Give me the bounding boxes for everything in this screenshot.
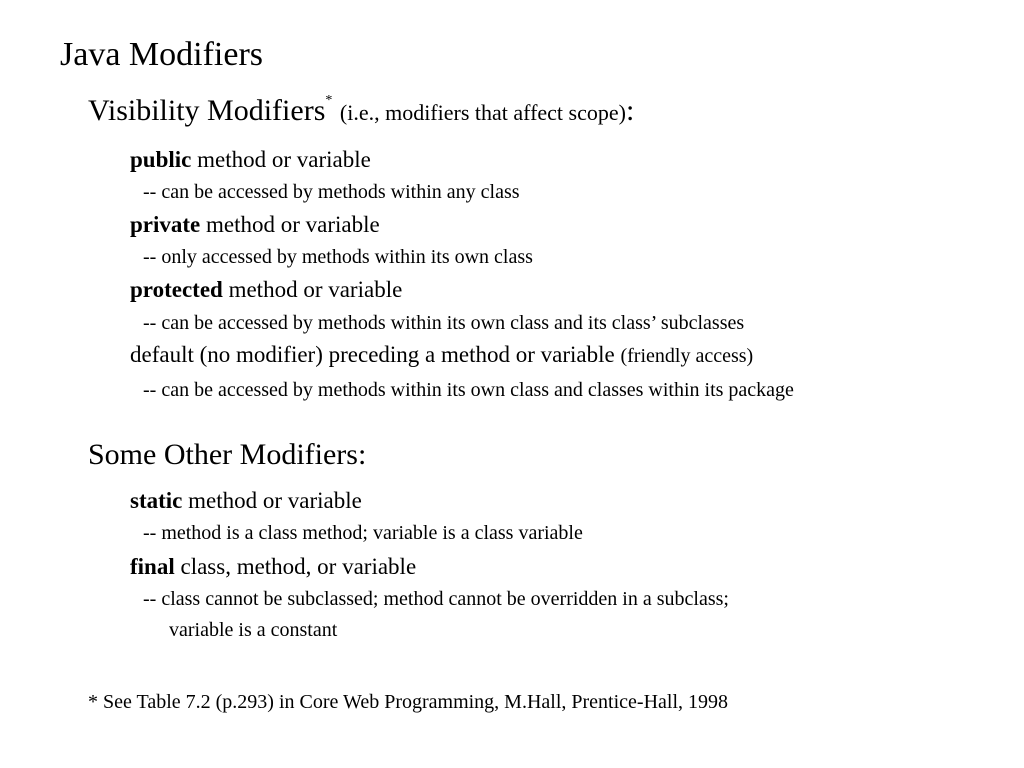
- item-static-rest: method or variable: [182, 488, 362, 513]
- desc-final: -- class cannot be subclassed; method cannot be overridden in a subclass;: [143, 588, 729, 610]
- item-default-note: (friendly access): [620, 345, 754, 367]
- item-private-rest: method or variable: [200, 212, 380, 237]
- desc-final-cont: variable is a constant: [169, 619, 338, 641]
- item-final-rest: class, method, or variable: [174, 554, 417, 579]
- desc-static: -- method is a class method; variable is a class variable: [143, 522, 583, 544]
- item-final: [130, 555, 416, 578]
- other-heading: Some Other Modifiers:: [88, 438, 367, 471]
- item-protected: [130, 278, 402, 301]
- item-public: [130, 148, 371, 171]
- desc-public: -- can be accessed by methods within any class: [143, 181, 520, 203]
- visibility-colon: :: [625, 94, 635, 127]
- item-public-rest: method or variable: [191, 147, 371, 172]
- visibility-heading: [88, 93, 635, 127]
- keyword-protected: protected: [130, 277, 223, 302]
- desc-protected: -- can be accessed by methods within its own class and its class’ subclasses: [143, 312, 745, 334]
- item-default: [130, 343, 753, 366]
- keyword-final: final: [130, 554, 175, 579]
- item-protected-rest: method or variable: [222, 277, 403, 302]
- visibility-subheading: (i.e., modifiers that affect scope): [339, 100, 626, 125]
- desc-private: -- only accessed by methods within its own class: [143, 246, 533, 268]
- keyword-private: private: [130, 212, 201, 237]
- visibility-heading-text: Visibility Modifiers: [88, 94, 326, 127]
- footnote-marker: *: [325, 93, 333, 108]
- item-static: [130, 489, 362, 512]
- item-private: [130, 213, 380, 236]
- desc-default: -- can be accessed by methods within its own class and classes within its package: [143, 379, 794, 401]
- footnote: * See Table 7.2 (p.293) in Core Web Programming, M.Hall, Prentice-Hall, 1998: [88, 691, 729, 713]
- item-default-text: default (no modifier) preceding a method or variable: [130, 342, 615, 367]
- keyword-static: static: [130, 488, 183, 513]
- keyword-public: public: [130, 147, 192, 172]
- slide-title: Java Modifiers: [60, 36, 264, 73]
